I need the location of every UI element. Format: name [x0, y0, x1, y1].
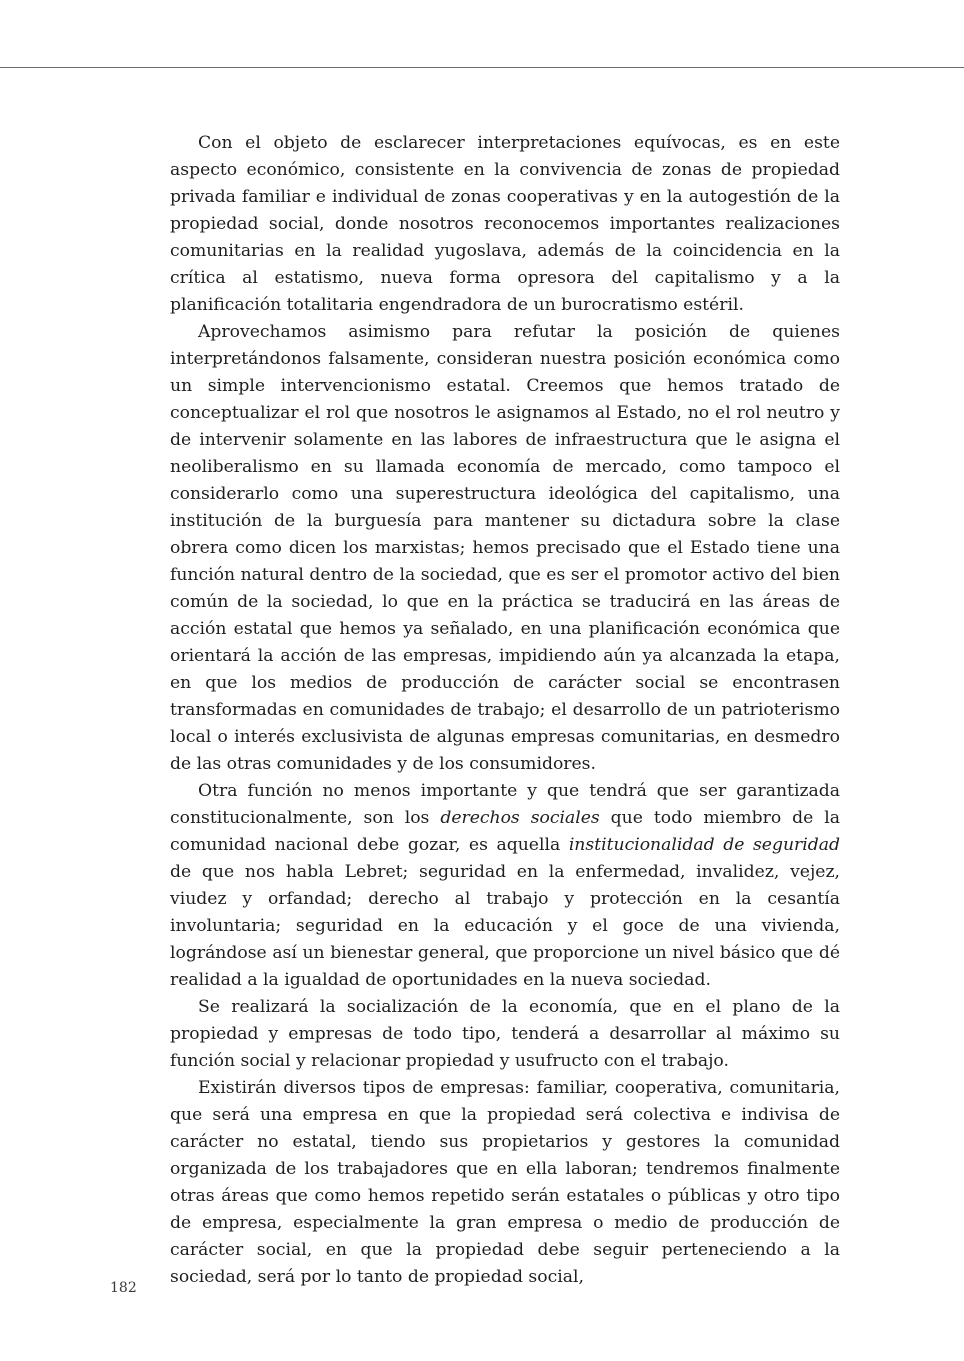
header-rule: [0, 67, 964, 68]
text-run: de que nos habla Lebret; seguridad en la enfermedad, invalidez, vejez, viudez y orfandad; derecho al trabajo y protección en la cesantía involuntaria; seguridad en la educación y el goce de una vivienda, lográndose así un bienestar general, que proporcione un nivel básico que dé realidad a la igualdad de oportunidades en la nueva sociedad.: [170, 862, 840, 990]
page-number: 182: [110, 1280, 137, 1296]
text-run: Se realizará la socialización de la economía, que en el plano de la propiedad y empresas de todo tipo, tenderá a desarrollar al máximo su función social y relacionar propiedad y usufructo con el trabajo.: [170, 997, 840, 1071]
italic-term: derechos sociales: [440, 808, 600, 828]
text-run: Aprovechamos asimismo para refutar la posición de quienes interpretándonos falsamente, consideran nuestra posición económica como un simple intervencionismo estatal. Creemos que hemos tratado de conceptualizar el rol que nosotros le asignamos al Estado, no el rol neutro y de intervenir solamente en las labores de infraestructura que le asigna el neoliberalismo en su llamada economía de mercado, como tampoco el considerarlo como una superestructura ideológica del capitalismo, una institución de la burguesía para mantener su dictadura sobre la clase obrera como dicen los marxistas; hemos precisado que el Estado tiene una función natural dentro de la sociedad, que es ser el promotor activo del bien común de la sociedad, lo que en la práctica se traducirá en las áreas de acción estatal que hemos ya señalado, en una planificación económica que orientará la acción de las empresas, impidiendo aún ya alcanzada la etapa, en que los medios de producción de carácter social se encontrasen transformadas en comunidades de trabajo; el desarrollo de un patrioterismo local o interés exclusivista de algunas empresas comunitarias, en desmedro de las otras comunidades y de los consumidores.: [170, 322, 840, 774]
paragraph: [170, 319, 840, 778]
text-run: Otra función no menos importante y que tendrá que ser garantizada constitucionalmente, son los: [170, 781, 840, 828]
text-run: Con el objeto de esclarecer interpretaciones equívocas, es en este aspecto económico, consistente en la convivencia de zonas de propiedad privada familiar e individual de zonas cooperativas y en la autogestión de la propiedad social, donde nosotros reconocemos importantes realizaciones comunitarias en la realidad yugoslava, además de la coincidencia en la crítica al estatismo, nueva forma opresora del capitalismo y a la planificación totalitaria engendradora de un burocratismo estéril.: [170, 133, 840, 315]
paragraph: [170, 130, 840, 319]
paragraph: [170, 778, 840, 994]
paragraph: [170, 1075, 840, 1291]
text-run: que todo miembro de la comunidad nacional debe gozar, es aquella: [170, 808, 840, 855]
italic-term: institucionalidad de seguridad: [568, 835, 840, 855]
text-run: Existirán diversos tipos de empresas: familiar, cooperativa, comunitaria, que será una empresa en que la propiedad será colectiva e indivisa de carácter no estatal, tiendo sus propietarios y gestores la comunidad organizada de los trabajadores que en ella laboran; tendremos finalmente otras áreas que como hemos repetido serán estatales o públicas y otro tipo de empresa, especialmente la gran empresa o medio de producción de carácter social, en que la propiedad debe seguir perteneciendo a la sociedad, será por lo tanto de propiedad social,: [170, 1078, 840, 1287]
body-text: [170, 130, 840, 1291]
paragraph: [170, 994, 840, 1075]
